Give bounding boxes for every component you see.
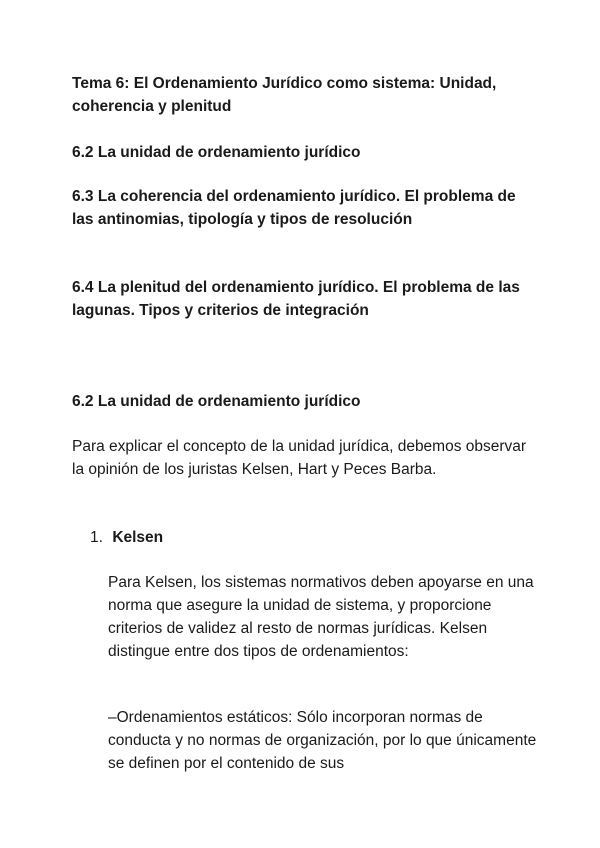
toc-entry-6-4: 6.4 La plenitud del ordenamiento jurídico. El problema de las lagunas. Tipos y criterios de integración (72, 279, 520, 319)
list-item-number: 1. (90, 529, 103, 546)
static-ordering-paragraph: –Ordenamientos estáticos: Sólo incorporan normas de conducta y no normas de organización, por lo que únicamente se definen por el contenido de sus (108, 709, 537, 772)
list-item-kelsen (90, 526, 163, 549)
toc-entry-6-3: 6.3 La coherencia del ordenamiento jurídico. El problema de las antinomias, tipología y tipos de resolución (72, 188, 516, 228)
list-item-label: Kelsen (112, 529, 164, 546)
document-title: Tema 6: El Ordenamiento Jurídico como sistema: Unidad, coherencia y plenitud (72, 75, 497, 115)
section-heading-6-2: 6.2 La unidad de ordenamiento jurídico (72, 393, 361, 410)
kelsen-paragraph: Para Kelsen, los sistemas normativos deben apoyarse en una norma que asegure la unidad de sistema, y proporcione criterios de validez al resto de normas jurídicas. Kelsen distingue entre dos tipos de ordenamientos: (108, 574, 534, 660)
toc-entry-6-2: 6.2 La unidad de ordenamiento jurídico (72, 144, 361, 161)
intro-paragraph: Para explicar el concepto de la unidad jurídica, debemos observar la opinión de los juristas Kelsen, Hart y Peces Barba. (72, 438, 527, 478)
